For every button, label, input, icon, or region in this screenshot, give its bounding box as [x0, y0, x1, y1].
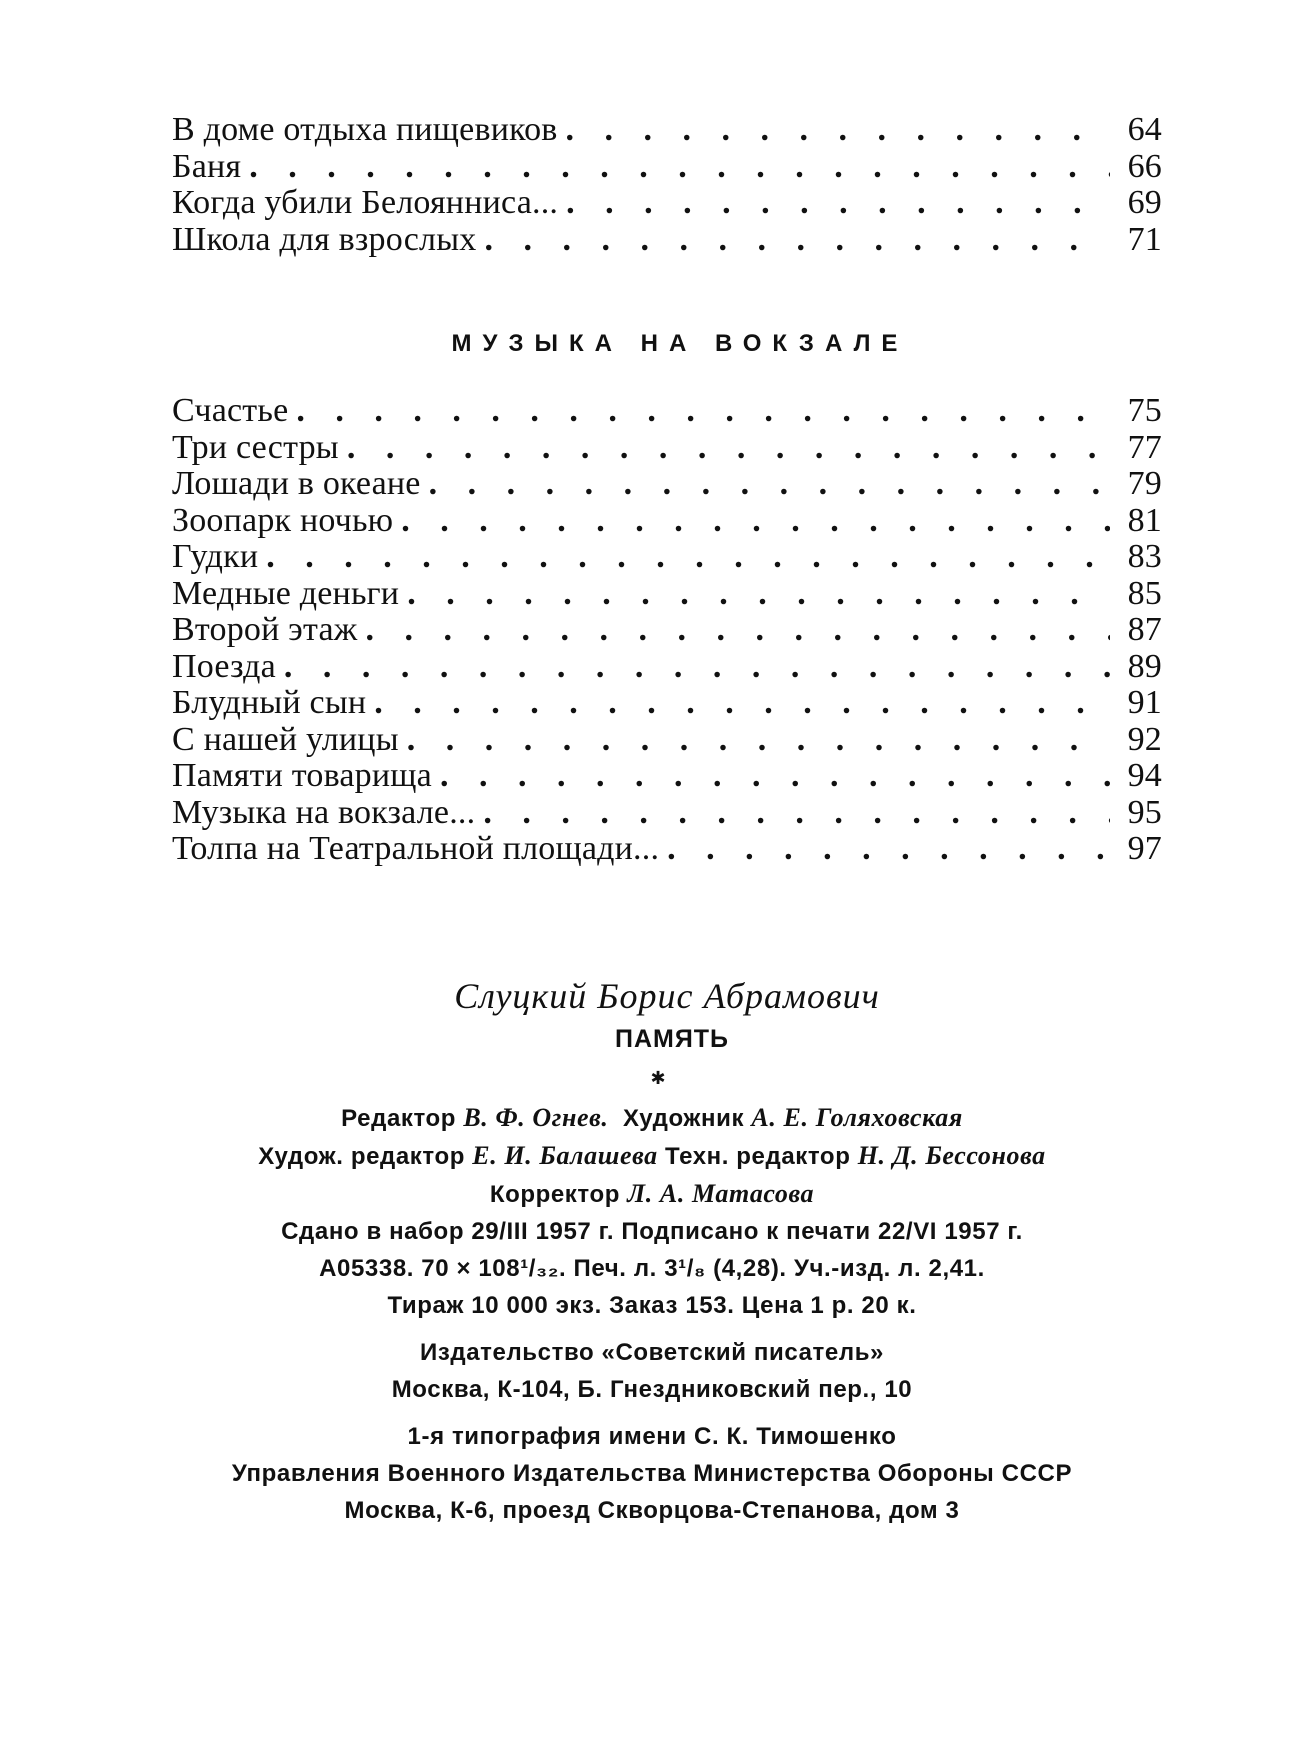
toc-entry-title: Медные деньги — [172, 574, 400, 612]
dot-leader — [429, 466, 1110, 503]
toc-entry-title: Поезда — [172, 647, 276, 685]
publisher: Издательство «Советский писатель» — [420, 1339, 884, 1366]
toc-entry-page: 69 — [1127, 184, 1162, 221]
tech-editor-label: Техн. редактор — [665, 1143, 851, 1170]
dot-leader — [483, 795, 1110, 832]
toc-entry-title: Блудный сын — [172, 684, 367, 721]
tech-editor-name: Н. Д. Бессонова — [857, 1141, 1046, 1170]
toc-entry-title: С нашей улицы — [172, 720, 399, 758]
toc-entry-title: Лошади в океане — [172, 465, 421, 502]
dot-leader — [296, 393, 1110, 430]
toc-entry — [172, 222, 1162, 259]
proofreader-name: Л. А. Матасова — [627, 1179, 815, 1208]
toc-list-top — [172, 112, 1162, 258]
dot-leader — [440, 758, 1110, 795]
artist-name: А. Е. Голяховская — [751, 1103, 963, 1132]
toc-entry-page: 87 — [1127, 611, 1162, 648]
toc-entry-page: 97 — [1127, 830, 1162, 867]
toc-entry-page: 71 — [1127, 220, 1162, 258]
colophon — [0, 975, 1304, 1529]
section-heading: МУЗЫКА НА ВОКЗАЛЕ — [451, 330, 909, 357]
toc-entry-title: Когда убили Белоянниса... — [172, 184, 559, 221]
editor-name: В. Ф. Огнев. — [463, 1103, 609, 1132]
toc-entry — [172, 112, 1162, 149]
toc-entry — [172, 685, 1162, 722]
toc-entry-page: 94 — [1127, 757, 1162, 794]
toc-entry-page: 92 — [1127, 720, 1162, 758]
toc-entry-title: В доме отдыха пищевиков — [172, 111, 558, 148]
ornament-icon: ✱ — [650, 1068, 666, 1088]
printer: 1-я типография имени С. К. Тимошенко — [407, 1423, 897, 1450]
printer-org: Управления Военного Издательства Министерства Обороны СССР — [231, 1460, 1073, 1487]
toc-entry — [172, 795, 1162, 832]
toc-entry-page: 95 — [1127, 793, 1162, 831]
toc-entry — [172, 722, 1162, 759]
toc-entry — [172, 612, 1162, 649]
dot-leader — [249, 149, 1110, 186]
toc-entry-title: Баня — [172, 147, 242, 185]
dot-leader — [566, 112, 1110, 149]
credits-line-proofreader — [0, 1175, 1304, 1213]
toc-entry-page: 77 — [1127, 428, 1162, 466]
credits-block — [0, 1099, 1304, 1529]
toc-entry — [172, 758, 1162, 795]
dot-leader — [407, 576, 1110, 613]
toc-entry — [172, 649, 1162, 686]
toc-entry-page: 81 — [1127, 501, 1162, 539]
toc-entry-title: Счастье — [172, 392, 289, 429]
dot-leader — [566, 185, 1110, 222]
dot-leader — [667, 831, 1110, 868]
publisher-address: Москва, К-104, Б. Гнездниковский пер., 10 — [391, 1376, 913, 1403]
printer-address: Москва, К-6, проезд Скворцова-Степанова, дом 3 — [344, 1497, 960, 1524]
print-run: Тираж 10 000 экз. Заказ 153. Цена 1 р. 20 к. — [387, 1292, 917, 1319]
toc-entry — [172, 430, 1162, 467]
dot-leader — [284, 649, 1110, 686]
toc-entry-title: Школа для взрослых — [172, 220, 477, 258]
toc-entry — [172, 466, 1162, 503]
toc-entry-page: 66 — [1127, 147, 1162, 185]
toc-entry-title: Гудки — [172, 538, 259, 575]
toc-entry — [172, 503, 1162, 540]
print-format: А05338. 70 × 108¹/₃₂. Печ. л. 3¹/₈ (4,28). Уч.-изд. л. 2,41. — [319, 1255, 985, 1282]
toc-entry-page: 83 — [1127, 538, 1162, 575]
toc-entry — [172, 149, 1162, 186]
book-title: ПАМЯТЬ — [614, 1025, 730, 1053]
print-dates: Сдано в набор 29/III 1957 г. Подписано к печати 22/VI 1957 г. — [281, 1218, 1023, 1245]
toc-entry-page: 79 — [1127, 465, 1162, 502]
toc-entry-title: Толпа на Театральной площади... — [172, 830, 660, 867]
toc-entry — [172, 576, 1162, 613]
credits-line-art-tech — [0, 1137, 1304, 1175]
toc-entry-title: Три сестры — [172, 428, 339, 466]
editor-label: Редактор — [341, 1105, 457, 1132]
toc-entry — [172, 831, 1162, 868]
toc-entry-page: 89 — [1127, 647, 1162, 685]
artist-label: Художник — [623, 1105, 745, 1132]
toc-entry-page: 85 — [1127, 574, 1162, 612]
dot-leader — [266, 539, 1110, 576]
dot-leader — [347, 430, 1110, 467]
toc-entry-page: 64 — [1127, 111, 1162, 148]
dot-leader — [407, 722, 1110, 759]
author-name: Слуцкий Борис Абрамович — [454, 976, 880, 1016]
dot-leader — [484, 222, 1110, 259]
toc-entry — [172, 539, 1162, 576]
toc-entry-title: Зоопарк ночью — [172, 501, 394, 539]
art-editor-label: Худож. редактор — [258, 1143, 465, 1170]
credits-line-editors — [0, 1099, 1304, 1137]
toc-list-section — [172, 393, 1162, 868]
toc-entry-page: 75 — [1127, 392, 1162, 429]
toc-entry-title: Второй этаж — [172, 611, 358, 648]
toc-entry-title: Музыка на вокзале... — [172, 793, 476, 831]
dot-leader — [401, 503, 1110, 540]
art-editor-name: Е. И. Балашева — [472, 1141, 658, 1170]
toc-entry — [172, 393, 1162, 430]
toc-entry-page: 91 — [1127, 684, 1162, 721]
toc-entry — [172, 185, 1162, 222]
proofreader-label: Корректор — [489, 1181, 620, 1208]
dot-leader — [374, 685, 1110, 722]
dot-leader — [365, 612, 1110, 649]
toc-entry-title: Памяти товарища — [172, 757, 432, 794]
